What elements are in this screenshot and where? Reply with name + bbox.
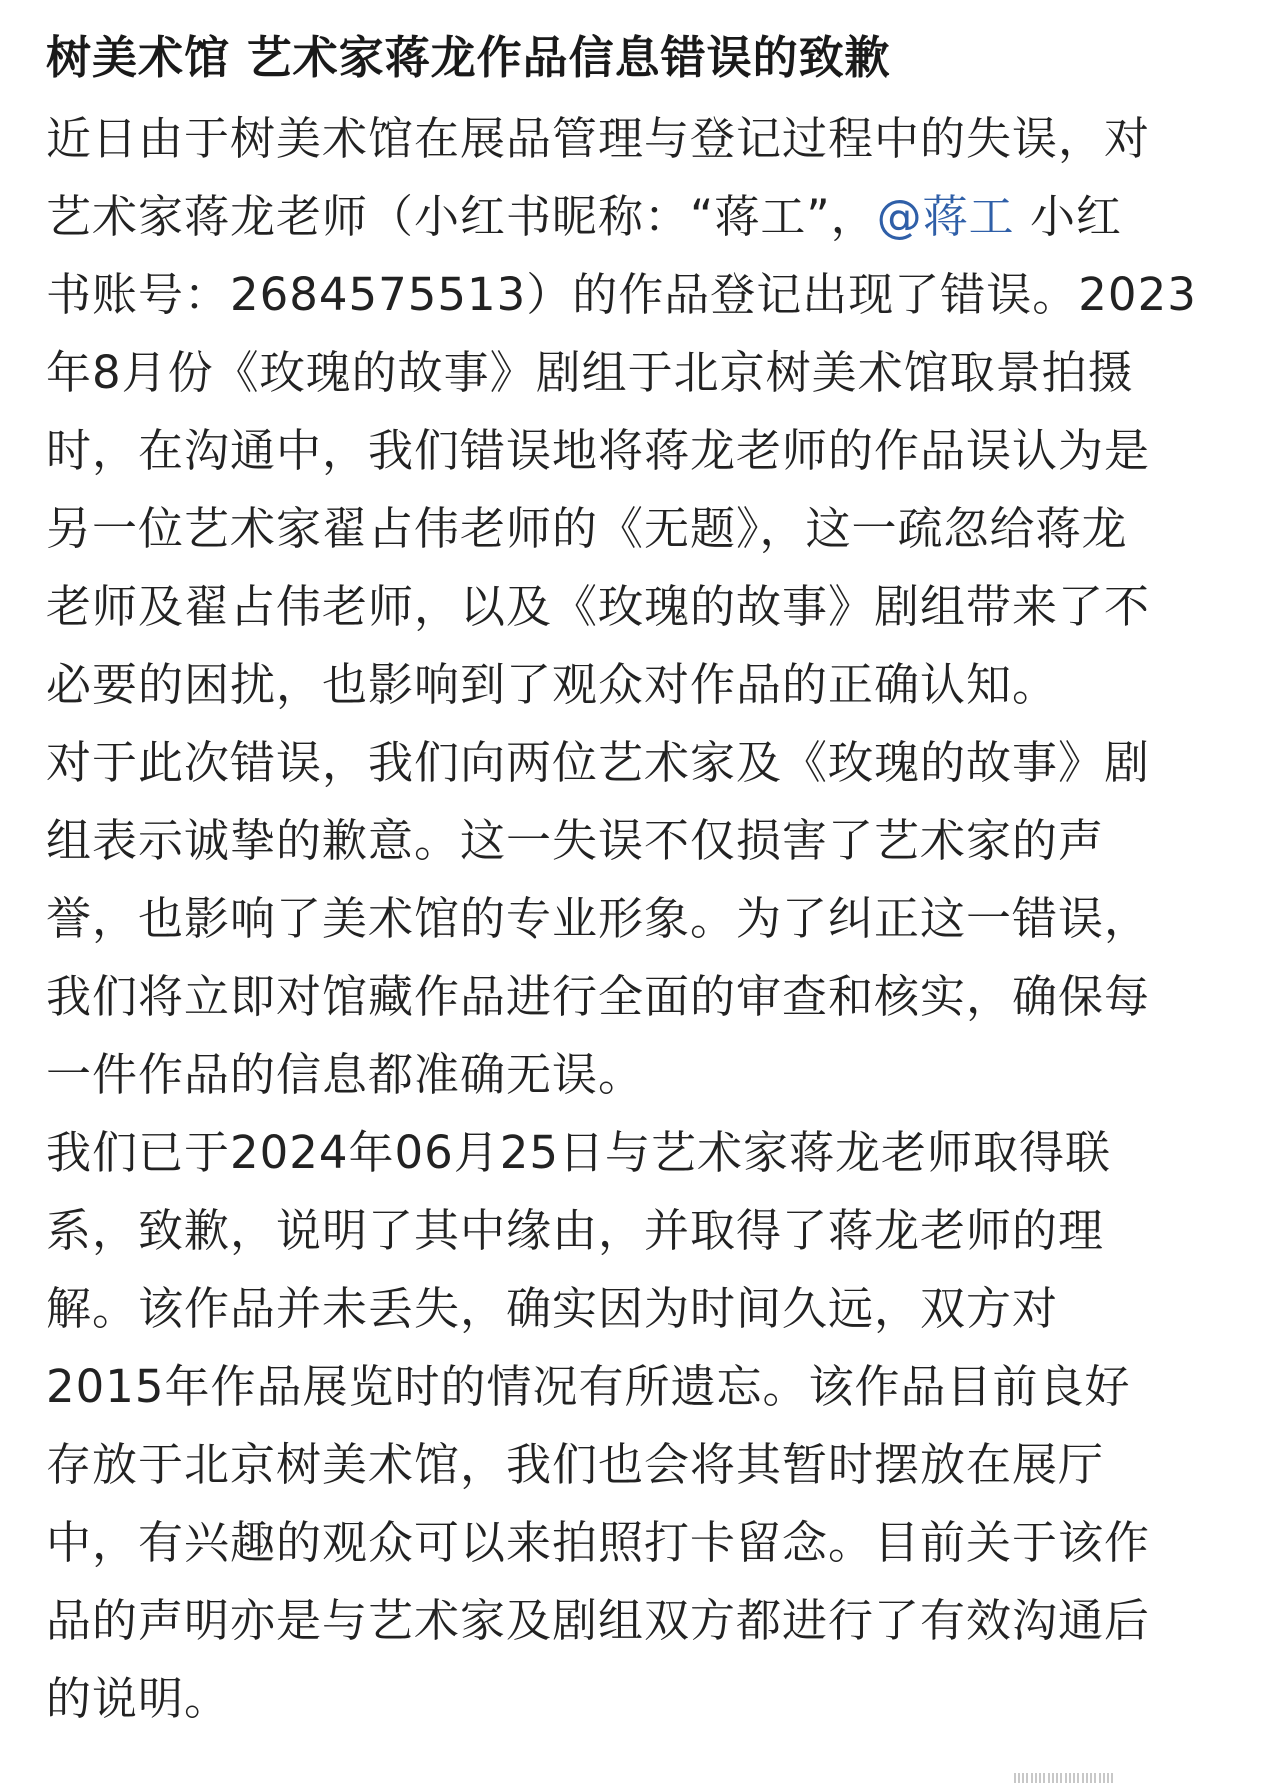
- text-line: 系，致歉，说明了其中缘由，并取得了蒋龙老师的理: [46, 1204, 1105, 1257]
- paragraph-3: [46, 1114, 1246, 1738]
- watermark-glyph: [1099, 1773, 1113, 1783]
- watermark-glyph: [1082, 1773, 1096, 1783]
- watermark-glyph: [1031, 1773, 1045, 1783]
- paragraph-2: [46, 724, 1246, 1114]
- text-segment: 艺术家蒋龙老师（小红书昵称：“蒋工”，: [46, 190, 877, 243]
- text-line: 品的声明亦是与艺术家及剧组双方都进行了有效沟通后: [46, 1594, 1151, 1647]
- watermark-glyph: [1014, 1773, 1028, 1783]
- text-line: 对于此次错误，我们向两位艺术家及《玫瑰的故事》剧: [46, 736, 1151, 789]
- paragraph-1: [46, 100, 1246, 724]
- watermark-glyph: [1065, 1773, 1079, 1783]
- text-line: 另一位艺术家翟占伟老师的《无题》，这一疏忽给蒋龙: [46, 502, 1128, 555]
- text-line: 一件作品的信息都准确无误。: [46, 1048, 645, 1101]
- text-line: 书账号：2684575513）的作品登记出现了错误。2023: [46, 268, 1197, 321]
- text-line: 的说明。: [46, 1672, 231, 1725]
- watermark-glyph: [1048, 1773, 1062, 1783]
- watermark-mark: [1014, 1768, 1134, 1786]
- post-content: [46, 20, 1246, 1738]
- text-line: 我们将立即对馆藏作品进行全面的审查和核实，确保每: [46, 970, 1151, 1023]
- text-line: 我们已于2024年06月25日与艺术家蒋龙老师取得联: [46, 1126, 1112, 1179]
- text-line: [46, 178, 1246, 256]
- text-line: 老师及翟占伟老师，以及《玫瑰的故事》剧组带来了不: [46, 580, 1151, 633]
- text-line: 必要的困扰，也影响到了观众对作品的正确认知。: [46, 658, 1059, 711]
- user-mention-link[interactable]: @蒋工: [876, 190, 1015, 243]
- text-line: 解。该作品并未丢失，确实因为时间久远，双方对: [46, 1282, 1059, 1335]
- text-line: 近日由于树美术馆在展品管理与登记过程中的失误，对: [46, 112, 1151, 165]
- post-title: 树美术馆 艺术家蒋龙作品信息错误的致歉: [46, 31, 891, 84]
- text-segment: 小红: [1014, 190, 1122, 243]
- text-line: 组表示诚挚的歉意。这一失误不仅损害了艺术家的声: [46, 814, 1105, 867]
- text-line: 存放于北京树美术馆，我们也会将其暂时摆放在展厅: [46, 1438, 1105, 1491]
- text-line: 誉，也影响了美术馆的专业形象。为了纠正这一错误，: [46, 892, 1151, 945]
- text-line: 年8月份《玫瑰的故事》剧组于北京树美术馆取景拍摄: [46, 346, 1134, 399]
- text-line: 时，在沟通中，我们错误地将蒋龙老师的作品误认为是: [46, 424, 1151, 477]
- text-line: 2015年作品展览时的情况有所遗忘。该作品目前良好: [46, 1360, 1131, 1413]
- text-line: 中，有兴趣的观众可以来拍照打卡留念。目前关于该作: [46, 1516, 1151, 1569]
